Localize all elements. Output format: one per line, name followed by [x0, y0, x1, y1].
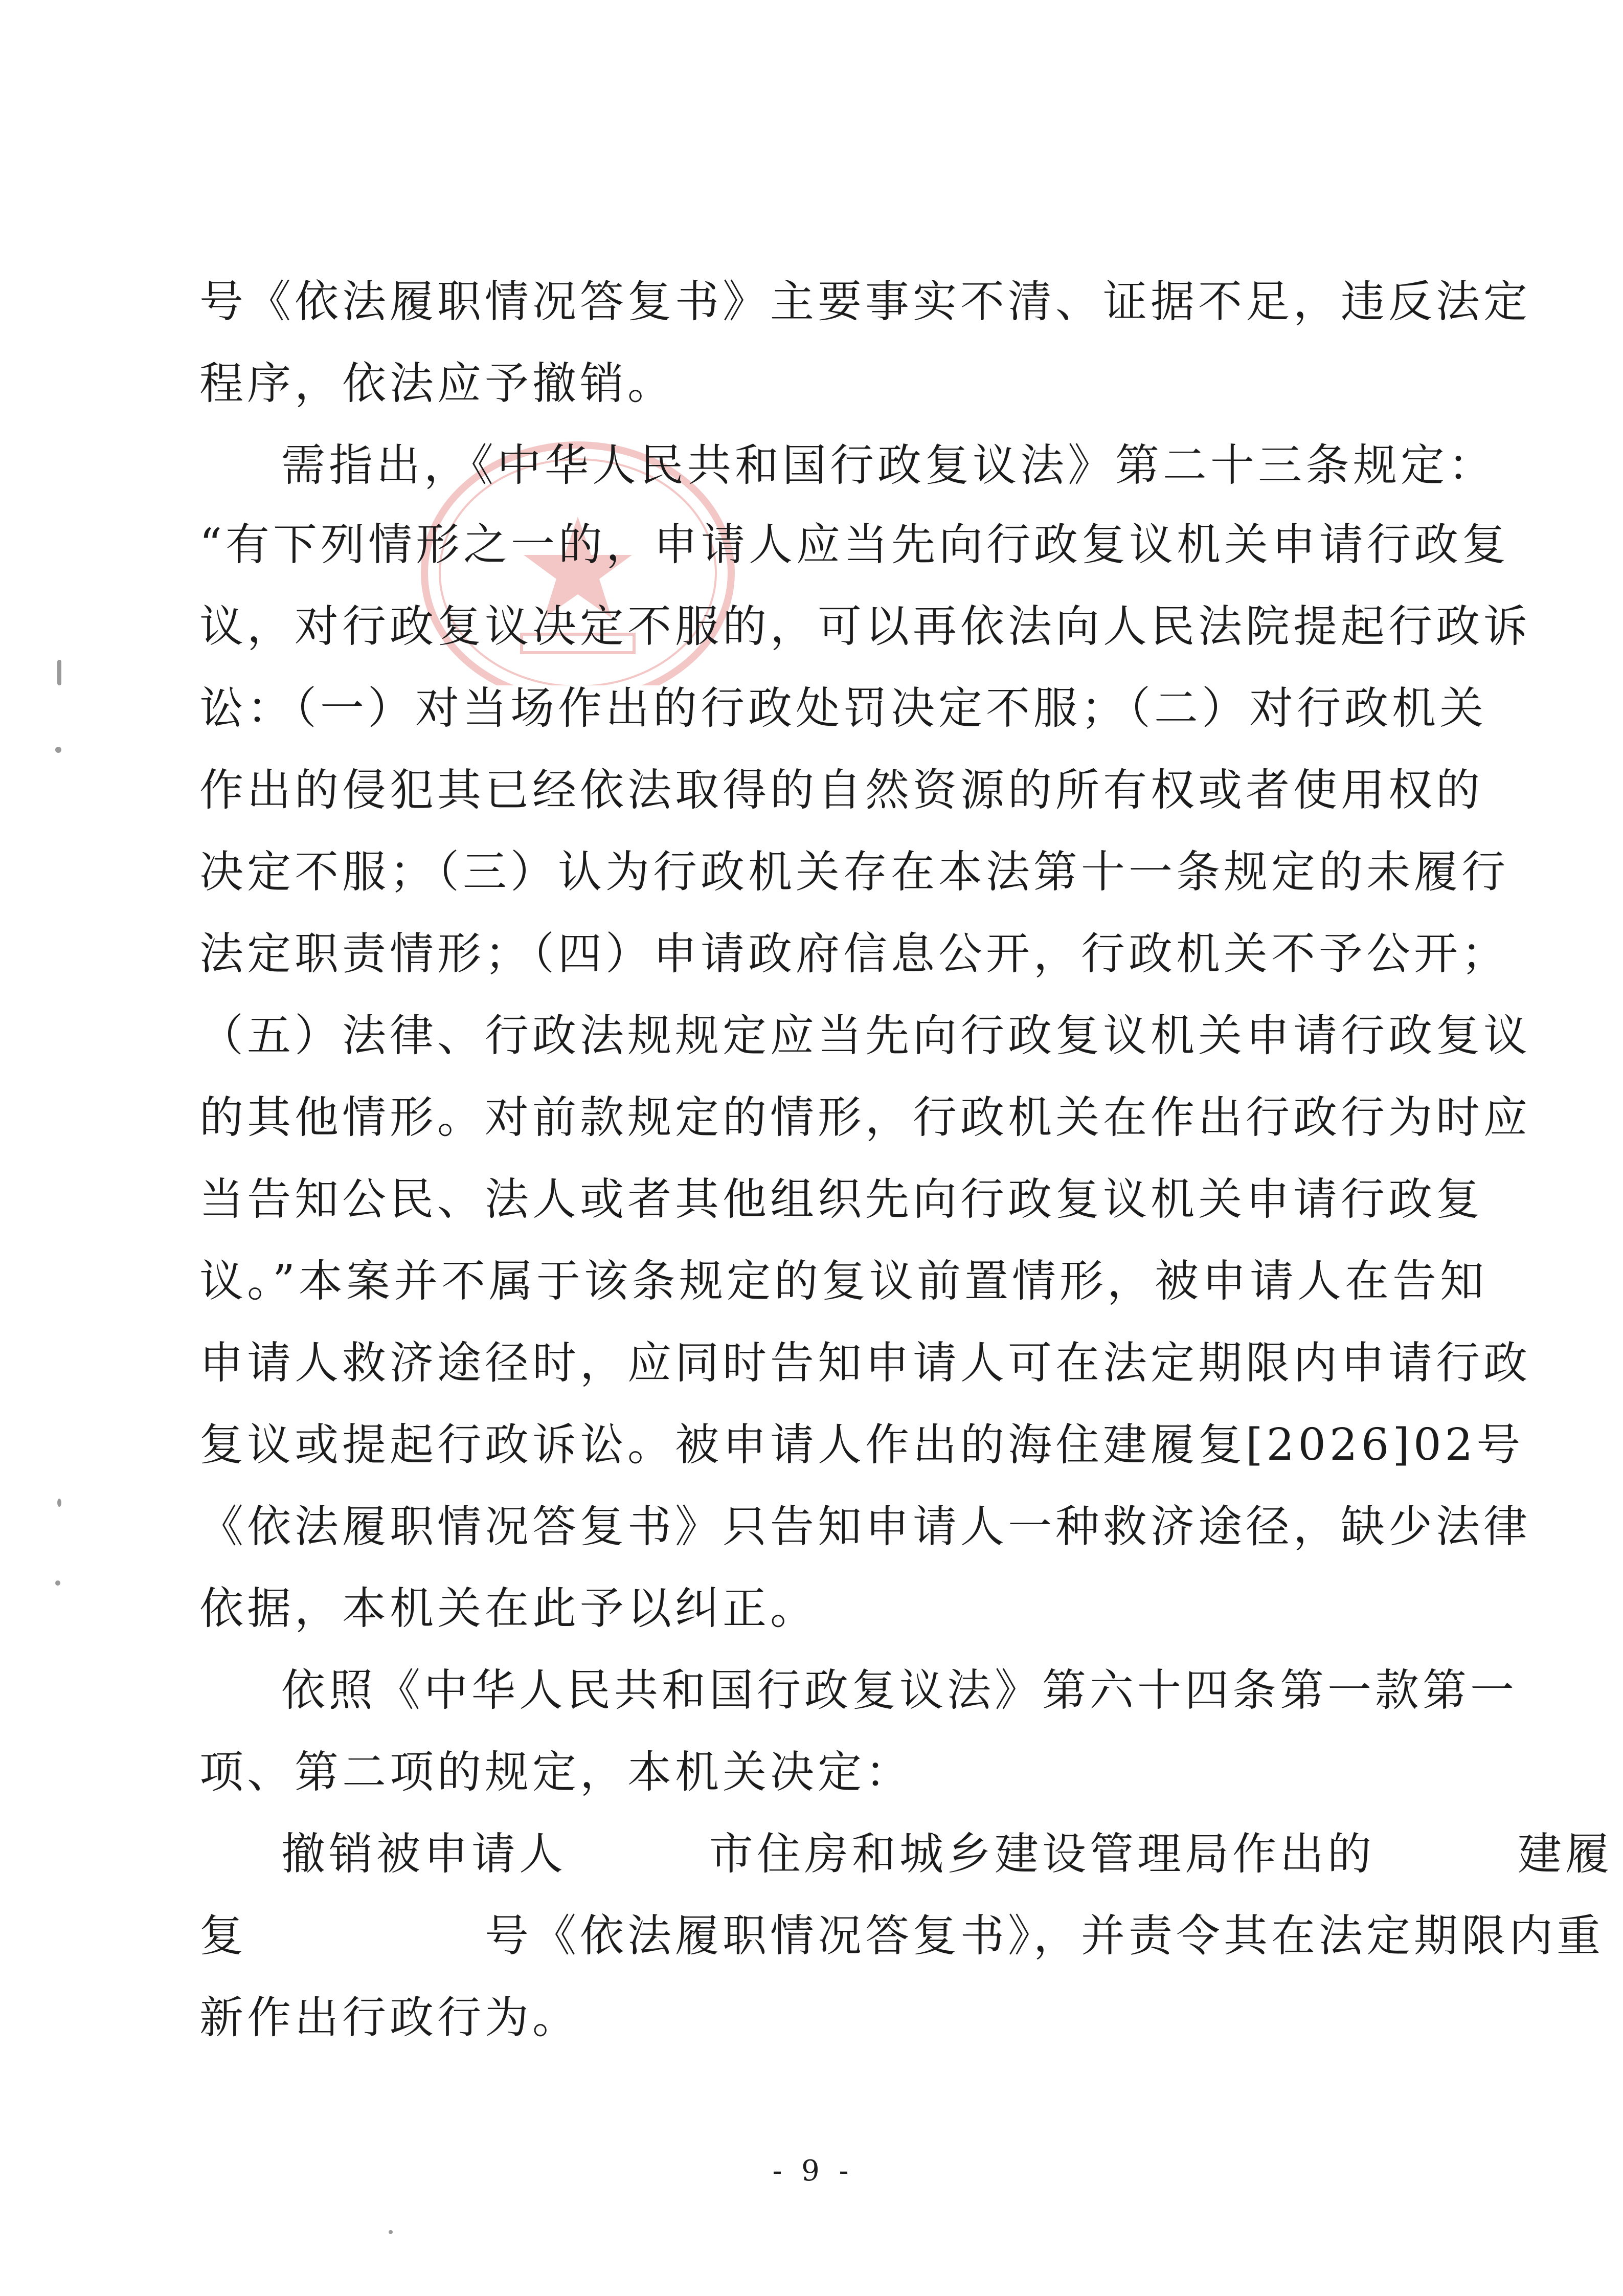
- body-line-1: 号《依法履职情况答复书》主要事实不清、证据不足，违反法定: [199, 276, 1531, 327]
- body-line-2: 程序，依法应予撤销。: [199, 358, 675, 409]
- body-line-5: 议，对行政复议决定不服的，可以再依法向人民法院提起行政诉: [199, 601, 1531, 652]
- body-line-20: 撤销被申请人 市住房和城乡建设管理局作出的 建履: [281, 1829, 1613, 1880]
- body-line-7: 作出的侵犯其已经依法取得的自然资源的所有权或者使用权的: [199, 765, 1483, 816]
- body-line-21: 复 号《依法履职情况答复书》，并责令其在法定期限内重: [199, 1910, 1604, 1961]
- body-line-13: 议。”本案并不属于该条规定的复议前置情形，被申请人在告知: [199, 1256, 1487, 1307]
- body-line-16: 《依法履职情况答复书》只告知申请人一种救济途径，缺少法律: [199, 1501, 1531, 1552]
- scan-speck: [57, 660, 61, 685]
- body-line-3: 需指出，《中华人民共和国行政复议法》第二十三条规定：: [281, 440, 1496, 491]
- body-line-12: 当告知公民、法人或者其他组织先向行政复议机关申请行政复: [199, 1174, 1483, 1225]
- body-line-9: 法定职责情形；（四）申请政府信息公开，行政机关不予公开；: [199, 928, 1509, 979]
- body-line-19: 项、第二项的规定，本机关决定：: [199, 1747, 913, 1798]
- body-line-8: 决定不服；（三）认为行政机关存在本法第十一条规定的未履行: [199, 846, 1509, 898]
- scan-speck: [389, 2230, 393, 2234]
- body-line-11: 的其他情形。对前款规定的情形，行政机关在作出行政行为时应: [199, 1092, 1531, 1143]
- body-line-22: 新作出行政行为。: [199, 1992, 580, 2043]
- scan-speck: [57, 1499, 61, 1507]
- page-number: - 9 -: [772, 2154, 854, 2188]
- body-line-10: （五）法律、行政法规规定应当先向行政复议机关申请行政复议: [199, 1010, 1531, 1061]
- body-line-18: 依照《中华人民共和国行政复议法》第六十四条第一款第一: [281, 1665, 1518, 1716]
- scan-speck: [55, 1580, 60, 1586]
- body-line-15: 复议或提起行政诉讼。被申请人作出的海住建履复[2026]02号: [199, 1419, 1524, 1470]
- body-line-14: 申请人救济途径时，应同时告知申请人可在法定期限内申请行政: [199, 1338, 1531, 1389]
- body-line-4: “有下列情形之一的，申请人应当先向行政复议机关申请行政复: [199, 519, 1509, 570]
- scan-speck: [55, 747, 61, 753]
- body-line-17: 依据，本机关在此予以纠正。: [199, 1583, 818, 1634]
- body-line-6: 讼：（一）对当场作出的行政处罚决定不服；（二）对行政机关: [199, 683, 1487, 734]
